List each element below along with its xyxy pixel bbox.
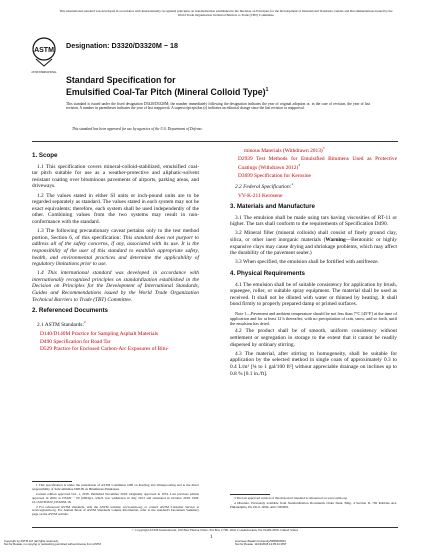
- section-3-2: 3.2 Mineral filler (mineral colloids) shall consist of finely ground clay, silica, or other inert inorganic materials (Warning—Bentonitic or highly expansive clays may cause drying and shrinkage problems, which may affect the durability of the pavement sealer.): [230, 230, 397, 257]
- footnote-1: 1 This specification is under the jurisdiction of ASTM Committee D08 on Roofing and Waterproofing and is the direct responsibility of Subcommittee D08.09 on Bituminous Emulsions.: [32, 483, 199, 491]
- reference-item: D529 Practice for Enclosed Carbon-Arc Exposures of Bitu-: [40, 346, 169, 353]
- footnote-2: 2 For referenced ASTM standards, visit the ASTM website, www.astm.org, or contact ASTM Customer Service at service@astm.org. For Annual Book of ASTM Standards volume information, refer to the standard's Document Summary page on the ASTM website.: [32, 504, 199, 517]
- reference-link[interactable]: D2939: [238, 155, 253, 162]
- reference-link[interactable]: D3699: [238, 172, 253, 179]
- federal-spec-item: VV-K-211 Kerosene: [238, 192, 283, 199]
- section-2-2: 2.2 Federal Specification:$^4$: [235, 181, 294, 190]
- materials-heading: 3. Materials and Manufacture: [230, 203, 315, 211]
- warning-label: Warning: [325, 237, 346, 244]
- license-left: Copyright by ASTM Int'l (all rights reserved); Not for Resale, no copying or networking permitted without license from ASTM: [4, 539, 101, 547]
- section-1-4: 1.4 This international standard was developed in accordance with internationally recognized principles on standardization established in the Decision on Principles for the Development of International Standards, Guides and Recommendations issued by the World Trade Organization Technical Barriers to Trade (TBT) Committee.: [32, 270, 199, 303]
- right-footnote-rule: [230, 494, 270, 495]
- note-1: Note 1—Pavement and ambient temperature should be not less than 7°C [45°F] at the time of application and for at least 12 h thereafter, with no precipitation of rain, snow, and so forth, until the emulsion has dried.: [230, 310, 397, 326]
- section-2-1: 2.1 ASTM Standards:$^2$: [37, 319, 86, 328]
- physical-requirements-heading: 4. Physical Requirements: [230, 270, 305, 278]
- top-notice: This international standard was developed in accordance with internationally recognized principles on standardization established in the Decision on Principles for the Development of International Standards, Guides and Recommendations issued by the World Trade Organization Technical Barriers to Trade (TBT) Committee.: [59, 9, 393, 17]
- reference-link[interactable]: D140/D140M: [40, 330, 71, 337]
- astm-logo-icon: [32, 37, 56, 67]
- left-footnotes: [32, 484, 199, 517]
- astm-standards-list-cont: [230, 156, 397, 180]
- intro-note: This standard is issued under the fixed designation D3320/D3320M; the number immediately following the designation indicates the year of original adoption or, in the case of revision, the year of last revision. A number in parentheses indicates the year of last reapproval. A superscript epsilon (ε) indicates an editorial change since the last revision or reapproval.: [66, 102, 370, 111]
- scope-heading: 1. Scope: [32, 152, 58, 159]
- logo-text: ASTM INTERNATIONAL: [31, 72, 57, 74]
- title-block: [66, 75, 268, 98]
- section-3-1: 3.1 The emulsion shall be made using tars having viscosities of RT-11 or higher. The tars shall conform to the requirements of Specification D490.: [230, 214, 397, 228]
- section-4-2: 4.2 The product shall be of smooth, uniform consistency without settlement or segregation in storage to the extent that it cannot be readily dispersed by ordinary stirring.: [230, 328, 397, 348]
- right-column: [230, 145, 397, 380]
- title-superscript: 1: [265, 87, 269, 94]
- federal-spec-link[interactable]: VV-K-211: [238, 192, 261, 199]
- reference-link[interactable]: D529: [40, 346, 52, 353]
- reference-continuation: minous Materials (Withdrawn 2013)$^3$: [244, 146, 325, 154]
- designation: Designation: D3320/D3320M − 18: [66, 41, 179, 50]
- license-right: Licensee=Deakin University/5956060001 Not for Resale, 11/13/2018 14:05:21 MST: [235, 539, 287, 547]
- left-column: [32, 148, 199, 354]
- section-1-1: 1.1 This specification covers mineral-colloid-stabilized, emulsified coal-tar pitch suitable for use as a weather-protective and aliphatic-solvent resistant coating over bituminous pavements of airports, parking areas, and driveways.: [32, 163, 199, 190]
- right-footnotes: [230, 497, 397, 510]
- section-4-1: 4.1 The emulsion shall be of suitable consistency for application by brush, squeegee, roller, or suitable spray equipment. The material shall be used as received. It shall not be diluted with water or thinned by heating. It shall bond firmly to properly prepared damp or primed surfaces.: [230, 281, 397, 308]
- reference-item: D3699 Specification for Kerosine: [238, 172, 311, 179]
- reference-item: D140/D140M Practice for Sampling Asphalt Materials: [40, 330, 159, 337]
- reference-link[interactable]: D490: [40, 338, 52, 345]
- footnote-3: 3 The last approved version of this historical standard is referenced on www.astm.org.: [234, 496, 348, 500]
- title-line-1: Standard Specification for: [66, 75, 176, 85]
- section-1-3: 1.3 The following precautionary caveat pertains only to the test method portion, Section 6, of this specification: This standard does not purport to address all of the safety concerns, if any, associated with its use. It is the responsibility of the user of this standard to establish appropriate safety, health, and environmental practices and determine the applicability of regulatory limitations prior to use.: [32, 228, 199, 268]
- reference-item: D490 Specification for Road Tar: [40, 338, 111, 345]
- astm-logo: [31, 37, 57, 74]
- copyright-line: © Copyright ASTM International, 100 Barr Harbor Drive, PO Box C700, West Conshohocken, PA 19428-2959. United States: [131, 528, 299, 532]
- dod-note: This standard has been approved for use by agencies of the U.S. Department of Defense.: [72, 127, 203, 131]
- left-footnote-rule: [32, 481, 72, 482]
- reference-item: D2939 Test Methods for Emulsified Bitumens Used as Protective Coatings (Withdrawn 2012)$^3$: [238, 155, 397, 171]
- svg-text:ASTM: ASTM: [34, 47, 54, 54]
- section-4-3: 4.3 The material, after stirring to homogeneity, shall be suitable for application by the selected method in single coats of approximately 0.3 to 0.4 L/m² [¾ to 1 gal/100 ft²] without appreciable drainage on inclines up to 0.8 % [0.1 in./ft].: [230, 350, 397, 377]
- header-rule: [32, 141, 398, 142]
- section-3-3: 3.3 When specified, the emulsion shall be fortified with antifreeze.: [235, 259, 379, 266]
- referenced-documents-heading: 2. Referenced Documents: [32, 307, 108, 315]
- footnote-4: 4 Obsolete. Previously available from Standardization Documents Order Desk, Bldg. 4 Section D, 700 Robbins Ave. Philadelphia, PA 19111-5094, Attn: NPODS.: [230, 500, 397, 509]
- page-number: 1: [210, 535, 213, 540]
- footnote-1-edition: Current edition approved Oct. 1, 2018. Published November 2018. Originally approved in 1974. Last previous edition approved in 2004 as D3320 − 00 (2004)ε1, which was withdrawn in July 2013 and reinstated in October 2018. DOI: 10.1520/D3320_D3320M-18.: [32, 491, 199, 504]
- section-1-2: 1.2 The values stated in either SI units or inch-pound units are to be regarded separately as standard. The values stated in each system may not be exact equivalents; therefore, each system shall be used independently of the other. Combining values from the two systems may result in non-conformance with the standard.: [32, 192, 199, 225]
- astm-standards-list: [32, 331, 199, 353]
- title-line-2: Emulsified Coal-Tar Pitch (Mineral Colloid Type)$^1$: [66, 87, 269, 98]
